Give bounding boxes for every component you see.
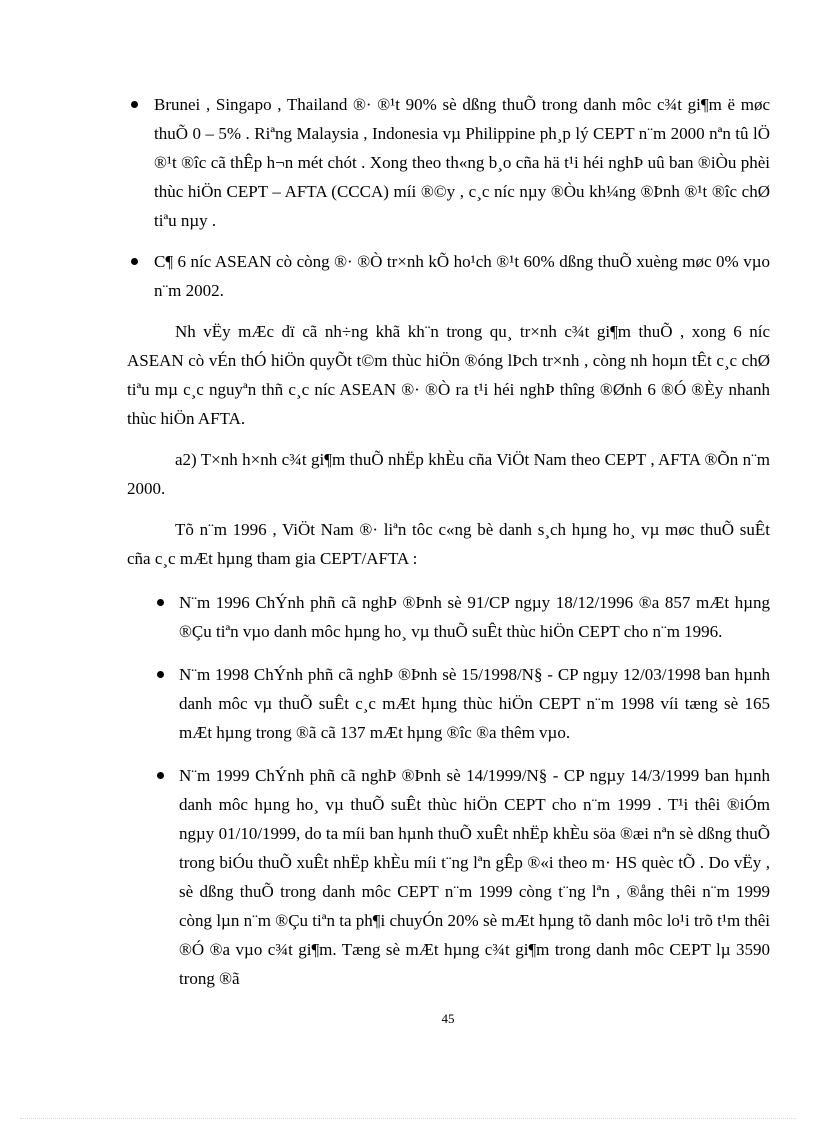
- bullet-icon: [157, 599, 164, 606]
- paragraph: Brunei , Singapo , Thailand ®· ®¹t 90% sè dßng thuÕ trong danh môc c¾t gi¶m ë møc thuÕ 0 – 5% . Riªng Malaysia , Indonesia vµ Philippine ph¸p lý CEPT n¨m 2000 nªn tû lÖ ®¹t ®îc cã thÊp h¬n mét chót . Xong theo th«ng b¸o cña hä t¹i héi nghÞ uû ban ®iÒu phèi thùc hiÖn CEPT – AFTA (CCCA) míi ®©y , c¸c níc nµy ®Òu kh¼ng ®Þnh ®¹t ®îc chØ tiªu nµy .: [154, 95, 770, 230]
- list-item: [127, 247, 770, 305]
- bullet-icon: [157, 671, 164, 678]
- paragraph: Nh vËy mÆc dï cã nh÷ng khã kh¨n trong qu¸ tr×nh c¾t gi¶m thuÕ , xong 6 níc ASEAN cò vÉn thÓ hiÖn quyÕt t©m thùc hiÖn ®óng lÞch tr×nh , còng nh hoµn tÊt c¸c chØ tiªu mµ c¸c nguyªn thñ c¸c níc ASEAN ®· ®Ò ra t¹i héi nghÞ thîng ®Ønh 6 ®Ó ®Èy nhanh thùc hiÖn AFTA.: [127, 322, 770, 428]
- paragraph: C¶ 6 níc ASEAN cò còng ®· ®Ò tr×nh kÕ ho¹ch ®¹t 60% dßng thuÕ xuèng møc 0% vµo n¨m 2002.: [154, 252, 770, 300]
- bullet-icon: [131, 258, 138, 265]
- paragraph: N¨m 1996 ChÝnh phñ cã nghÞ ®Þnh sè 91/CP ngµy 18/12/1996 ®a 857 mÆt hµng ®Çu tiªn vµo danh môc hµng ho¸ vµ thuÕ suÊt thùc hiÖn CEPT cho n¨m 1996.: [179, 593, 770, 641]
- footer-divider: [20, 1118, 796, 1119]
- list-item: [127, 90, 770, 235]
- list-item: [127, 660, 770, 747]
- paragraph: N¨m 1999 ChÝnh phñ cã nghÞ ®Þnh sè 14/1999/N§ - CP ngµy 14/3/1999 ban hµnh danh môc hµng ho¸ vµ thuÕ suÊt thùc hiÖn CEPT cho n¨m 1999 . T¹i thêi ®iÓm ngµy 01/10/1999, do ta míi ban hµnh thuÕ xuÊt nhËp khÈu söa ®æi nªn sè dßng thuÕ trong biÓu thuÕ xuÊt nhËp khÈu míi t¨ng lªn gÊp ®«i theo m· HS quèc tÕ . Do vËy , sè dßng thuÕ trong danh môc CEPT n¨m 1999 còng t¨ng lªn , ®ång thêi n¨m 1999 còng lµn n¨m ®Çu tiªn ta ph¶i chuyÓn 20% sè mÆt hµng tõ danh môc lo¹i trõ t¹m thêi ®Ó ®a vµo c¾t gi¶m. Tæng sè mÆt hµng c¾t gi¶m trong danh môc CEPT lµ 3590 trong ®ã: [179, 766, 770, 988]
- paragraph: N¨m 1998 ChÝnh phñ cã nghÞ ®Þnh sè 15/1998/N§ - CP ngµy 12/03/1998 ban hµnh danh môc vµ thuÕ suÊt c¸c mÆt hµng thùc hiÖn CEPT n¨m 1998 víi tæng sè 165 mÆt hµng trong ®ã cã 137 mÆt hµng ®îc ®a thêm vµo.: [179, 665, 770, 742]
- page-number: 45: [441, 1011, 455, 1026]
- bullet-icon: [157, 772, 164, 779]
- paragraph: Tõ n¨m 1996 , ViÖt Nam ®· liªn tôc c«ng bè danh s¸ch hµng ho¸ vµ møc thuÕ suÊt cña c¸c mÆt hµng tham gia CEPT/AFTA :: [127, 520, 770, 568]
- list-item: [127, 588, 770, 646]
- bullet-icon: [131, 101, 138, 108]
- page-body: [127, 90, 770, 993]
- list-item: [127, 761, 770, 993]
- section-heading: a2) T×nh h×nh c¾t gi¶m thuÕ nhËp khÈu cña ViÖt Nam theo CEPT , AFTA ®Õn n¨m 2000.: [127, 450, 770, 498]
